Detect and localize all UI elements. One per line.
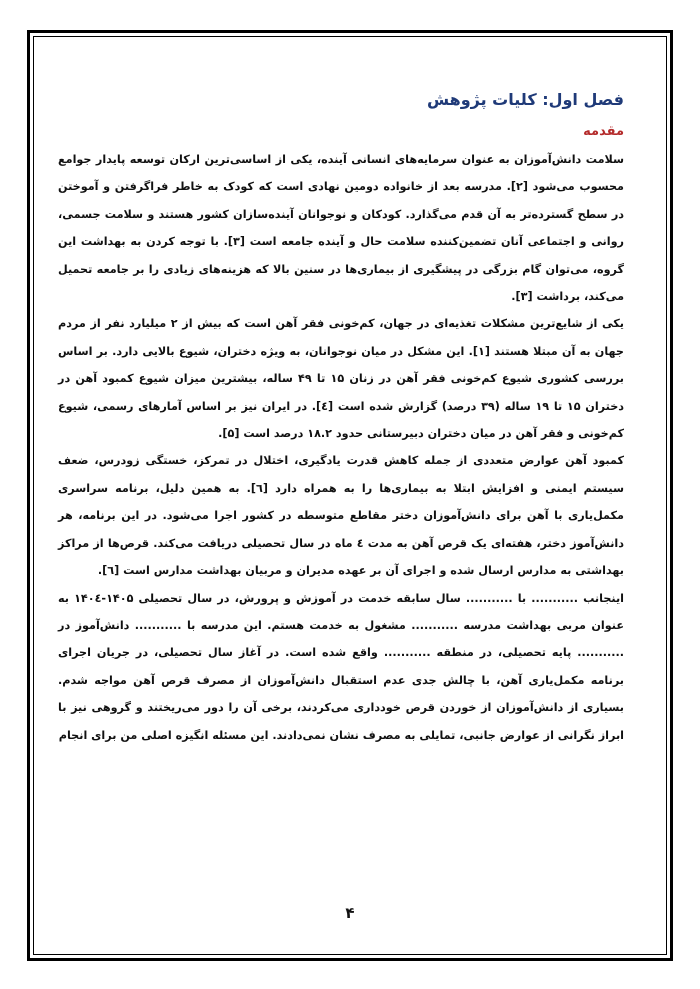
page-number: ۴ <box>345 904 355 922</box>
paragraph-3: کمبود آهن عوارض متعددی از جمله کاهش قدرت یادگیری، اختلال در تمرکز، خستگی زودرس، ضعف سیستم ایمنی و افزایش ابتلا به بیماری‌ها را به همراه دارد [٦]. به همین دلیل، برنامه سراسری مکمل‌یاری با آهن برای دانش‌آموزان دختر مقاطع متوسطه در کشور اجرا می‌شود. در این برنامه، هر دانش‌آموز دختر، هفته‌ای یک قرص آهن به مدت ٤ ماه در سال تحصیلی دریافت می‌کند. قرص‌ها از مراکز بهداشتی به مدارس ارسال شده و اجرای آن بر عهده مدیران و مربیان بهداشت مدارس است [٦]. <box>58 454 625 578</box>
paragraph-2: یکی از شایع‌ترین مشکلات تغذیه‌ای در جهان، کم‌خونی فقر آهن است که بیش از ۲ میلیارد نفر از مردم جهان به آن مبتلا هستند [۱]. این مشکل در میان نوجوانان، به ویژه دختران، شیوع بالایی دارد. بر اساس بررسی کشوری شیوع کم‌خونی فقر آهن در زنان ۱۵ تا ۴۹ ساله، بیشترین میزان شیوع کمبود آهن در دختران ۱۵ تا ۱۹ ساله (۳۹ درصد) گزارش شده است [٤]. در ایران نیز بر اساس آمارهای رسمی، شیوع کم‌خونی و فقر آهن در میان دختران دبیرستانی حدود ۱۸.۲ درصد است [۵]. <box>58 317 624 441</box>
document-body <box>58 88 624 749</box>
section-title: مقدمه <box>583 124 624 139</box>
paragraph-1: سلامت دانش‌آموزان به عنوان سرمایه‌های انسانی آینده، یکی از اساسی‌ترین ارکان توسعه پایدار جوامع محسوب می‌شود [۲]. مدرسه بعد از خانواده دومین نهادی است که کودک به خاطر فراگرفتن و آموختن در سطح گسترده‌تر به آن قدم می‌گذارد. کودکان و نوجوانان آینده‌سازان کشور هستند و سلامت جسمی، روانی و اجتماعی آنان تضمین‌کننده سلامت حال و آینده جامعه است [۳]. با توجه کردن به بهداشت این گروه، می‌توان گام بزرگی در پیشگیری از بیماری‌ها در سنین بالا که هزینه‌های زیادی را بر جامعه تحمیل می‌کند، برداشت [۳]. <box>58 153 624 304</box>
chapter-title: فصل اول: کلیات پژوهش <box>426 90 624 109</box>
paragraph-4: اینجانب ........... با ........... سال سابقه خدمت در آموزش و پرورش، در سال تحصیلی ۱۴۰۵-۱۴۰٤ به عنوان مربی بهداشت مدرسه ........... مشغول به خدمت هستم. این مدرسه با ........... دانش‌آموز در ........... پایه تحصیلی، در منطقه ........... واقع شده است. در آغاز سال تحصیلی، در جریان اجرای برنامه مکمل‌یاری آهن، با چالش جدی عدم استقبال دانش‌آموزان از مصرف قرص آهن مواجه شدم. بسیاری از دانش‌آموزان از خوردن قرص خودداری می‌کردند، برخی آن را دور می‌ریختند و گروهی نیز با ابراز نگرانی از عوارض جانبی، تمایلی به مصرف نشان نمی‌دادند. این مسئله انگیزه اصلی من برای انجام <box>58 591 624 742</box>
